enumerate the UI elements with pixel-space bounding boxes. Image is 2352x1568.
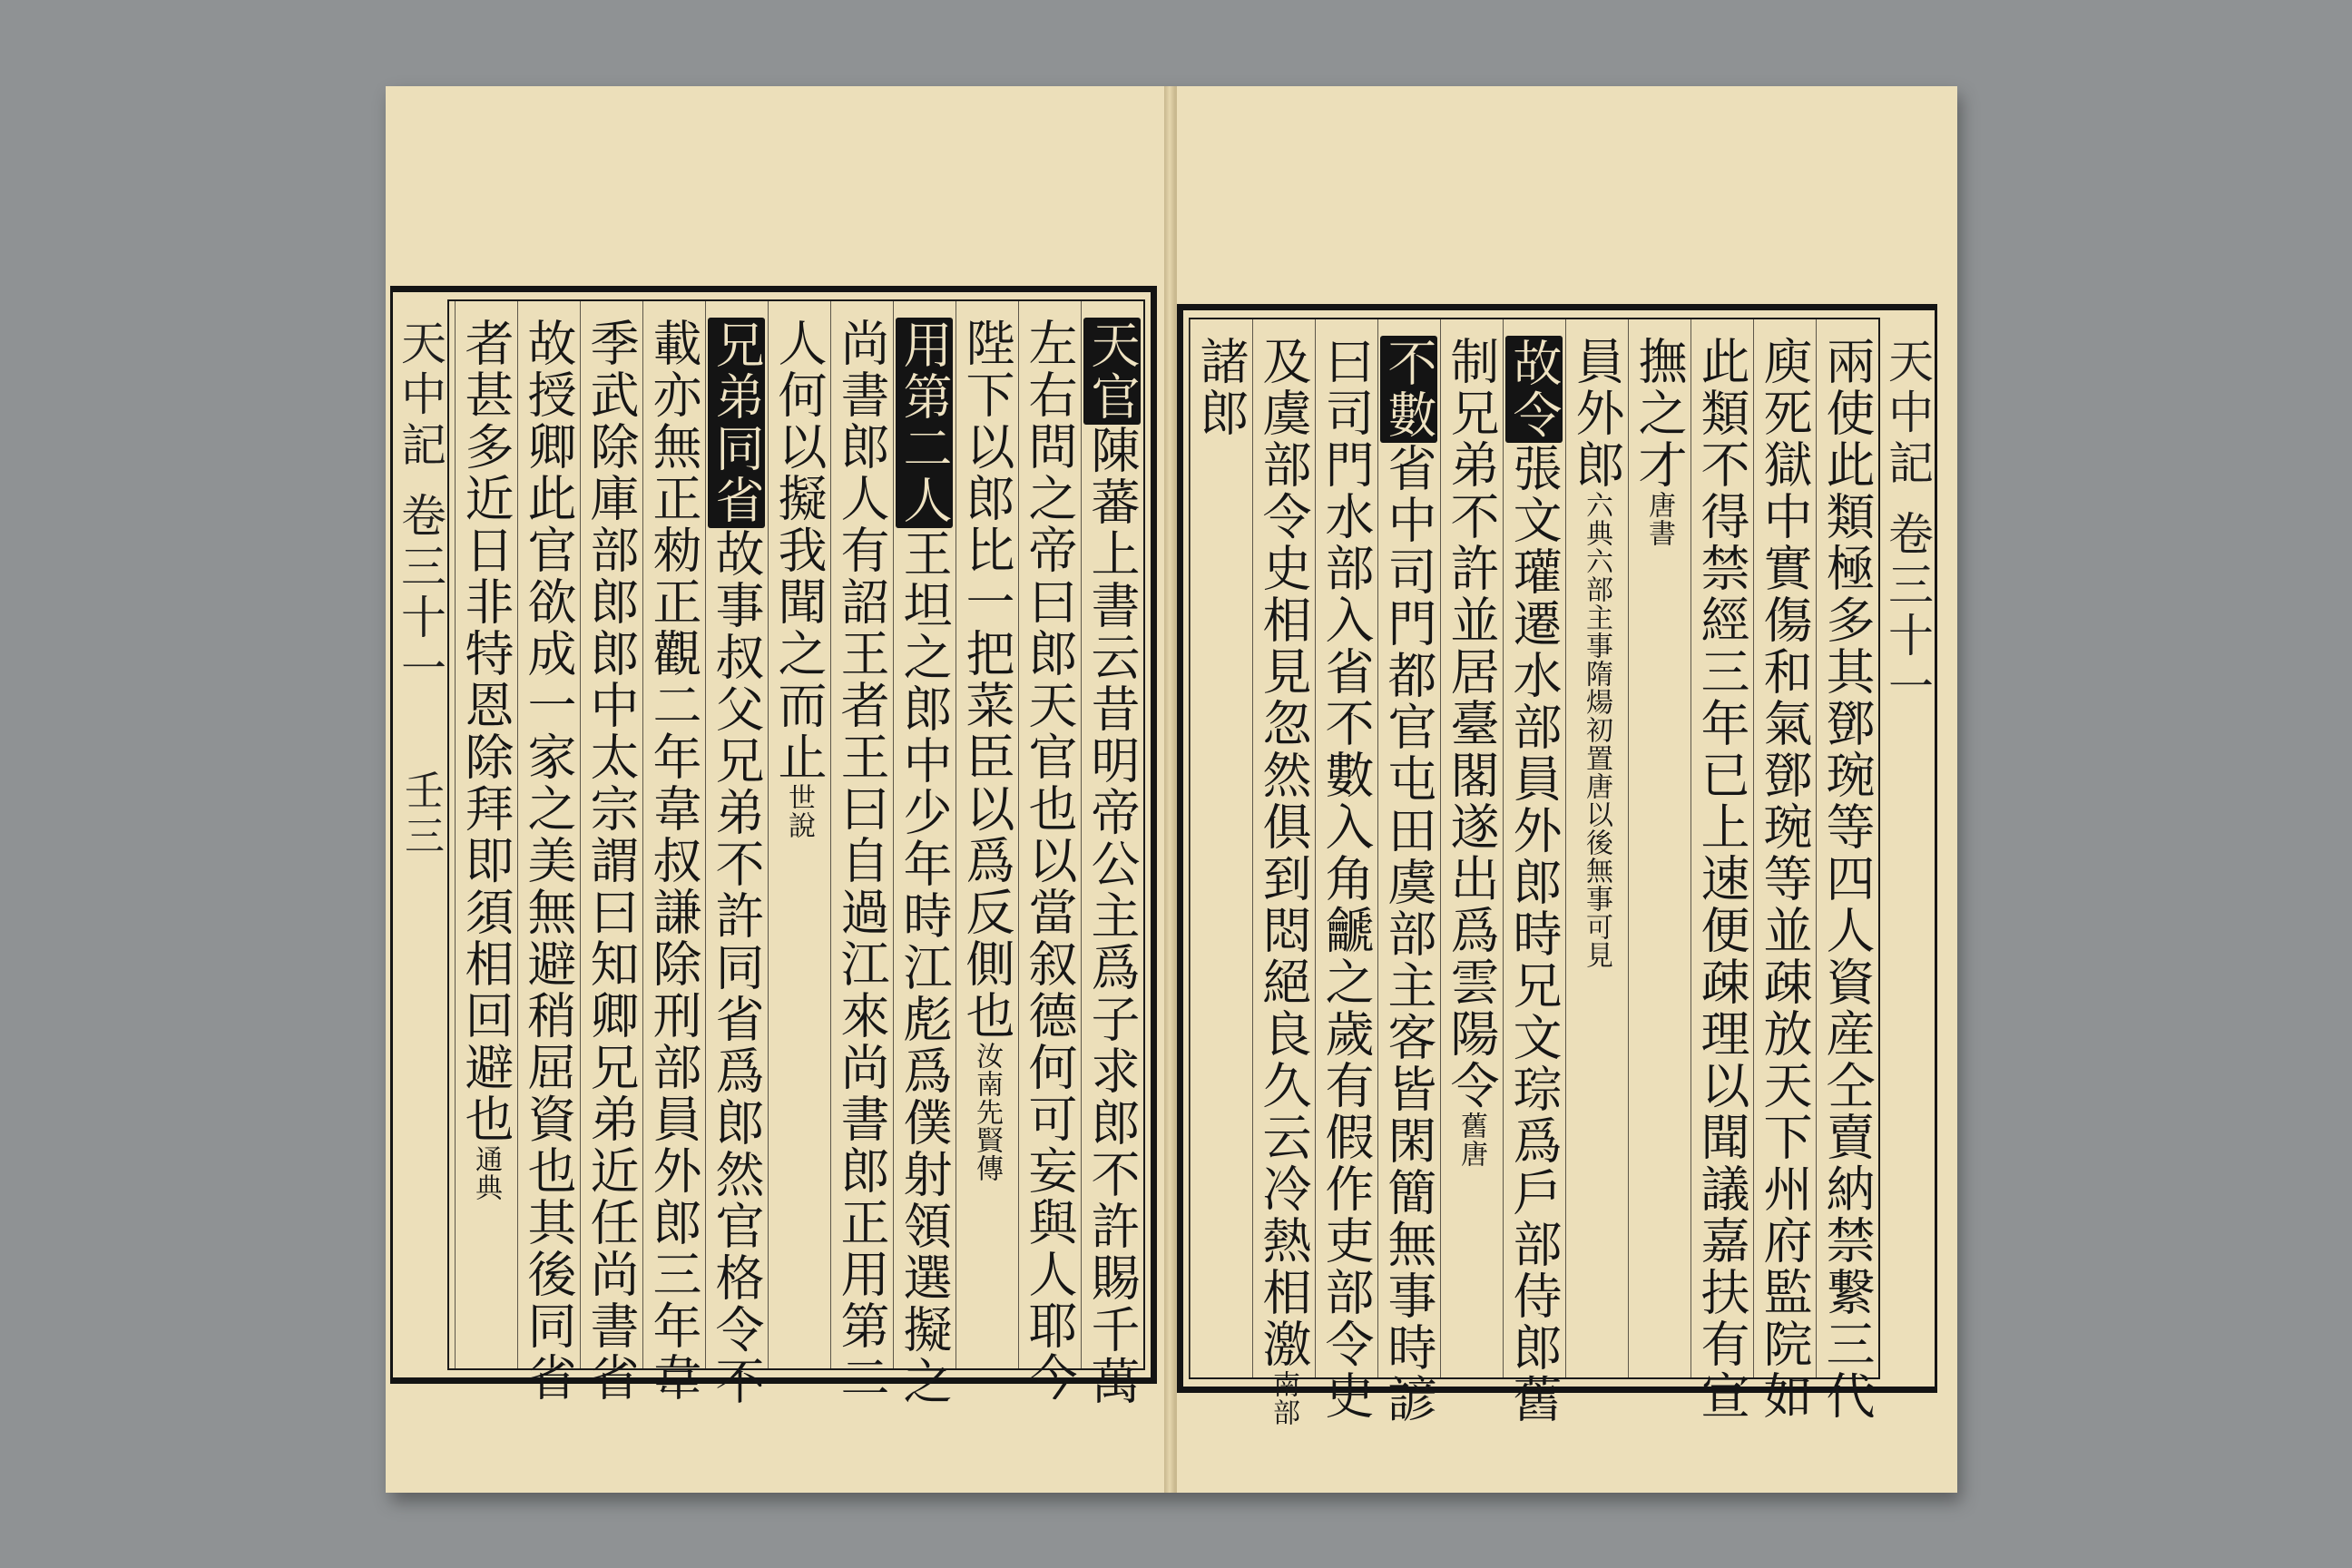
source-note: 南部 bbox=[1268, 1370, 1299, 1426]
left-text-block bbox=[447, 299, 1145, 1407]
column-text: 曰司門水部入省不數入角䶵之歲有假作吏部令史 bbox=[1318, 336, 1375, 1422]
column-text: 人何以擬我聞之而止 bbox=[770, 318, 828, 783]
column-text: 故授卿此官欲成一家之美無避稍屈資也其後同省 bbox=[520, 318, 577, 1404]
source-note: 汝南先賢傳 bbox=[971, 1042, 1003, 1182]
section-heading: 不數 bbox=[1380, 338, 1437, 441]
right-text-block bbox=[1189, 318, 1880, 1426]
left-page-column bbox=[1081, 301, 1143, 1407]
right-running-volume: 卷三十一 bbox=[1881, 509, 1934, 713]
column-text: 王坦之郎中少年時江彪爲僕射領選擬之 bbox=[896, 528, 953, 1407]
right-fore-edge bbox=[1880, 310, 1935, 1387]
column-text: 故事叔父兄弟不許同省爲郎然官格令不 bbox=[708, 528, 765, 1407]
column-text: 省中司門都官屯田虞部主客皆閑簡無事時諺 bbox=[1380, 443, 1437, 1426]
left-page-number: 壬三 bbox=[397, 769, 444, 860]
left-page-column bbox=[893, 301, 956, 1407]
column-text: 載亦無正勑正觀二年韋叔謙除刑部員外郎三年韋 bbox=[645, 318, 702, 1404]
column-text: 庾死獄中實傷和氣鄧琬等並疎放天下州府監院如 bbox=[1756, 336, 1813, 1422]
column-text: 左右問之帝曰郎天官也以當叙德何可妄與人耶今 bbox=[1021, 318, 1078, 1404]
right-page-column bbox=[1440, 319, 1503, 1377]
right-running-title: 天中記 bbox=[1881, 338, 1934, 490]
column-text: 員外郎 bbox=[1568, 336, 1625, 491]
right-page-column bbox=[1816, 319, 1878, 1422]
right-page-column bbox=[1252, 319, 1315, 1426]
source-note: 世說 bbox=[783, 783, 815, 839]
left-page-column bbox=[517, 301, 580, 1404]
column-text: 及虞部令史相見忽然俱到悶絕良久云冷熱相激 bbox=[1255, 336, 1312, 1370]
left-page-column bbox=[705, 301, 768, 1407]
source-note: 通典 bbox=[470, 1145, 502, 1201]
column-text: 諸郎 bbox=[1192, 336, 1250, 439]
column-text: 制兄弟不許並居臺閣遂出爲雲陽令 bbox=[1443, 336, 1500, 1112]
right-page-column bbox=[1753, 319, 1816, 1422]
right-page-column bbox=[1377, 319, 1440, 1426]
column-text: 季武除庫部郎郎中太宗謂曰知卿兄弟近任尚書省 bbox=[583, 318, 640, 1404]
right-page-column bbox=[1503, 319, 1565, 1426]
column-text: 此類不得禁經三年已上速便疎理以聞議嘉扶有宣 bbox=[1693, 336, 1750, 1422]
right-page-column bbox=[1565, 319, 1628, 1377]
column-text: 撫之才 bbox=[1631, 336, 1688, 491]
left-page-column bbox=[1018, 301, 1081, 1404]
column-text: 者甚多近日非特恩除拜即須相回避也 bbox=[457, 318, 514, 1145]
left-page-column bbox=[830, 301, 893, 1404]
right-columns bbox=[1191, 319, 1878, 1426]
left-page-frame bbox=[390, 286, 1157, 1407]
left-running-title: 天中記 bbox=[394, 319, 446, 472]
left-page-column bbox=[956, 301, 1018, 1368]
left-page bbox=[386, 86, 1166, 1493]
left-page-column bbox=[642, 301, 705, 1404]
column-text: 陳蕃上書云昔明帝公主爲子求郎不許賜千萬 bbox=[1083, 425, 1141, 1407]
column-text: 兩使此類極多其鄧琬等四人資産仝賣納禁繋三代 bbox=[1818, 336, 1876, 1422]
section-heading: 兄弟同省 bbox=[708, 319, 765, 526]
left-page-column bbox=[768, 301, 830, 1368]
book-gutter bbox=[1164, 86, 1175, 1493]
right-page-column bbox=[1690, 319, 1753, 1422]
right-page bbox=[1175, 86, 1957, 1493]
right-page-column bbox=[1315, 319, 1377, 1422]
right-page-frame bbox=[1177, 304, 1937, 1426]
source-note: 唐書 bbox=[1643, 491, 1675, 547]
left-running-volume: 卷三十一 bbox=[394, 491, 446, 695]
source-note: 舊唐 bbox=[1455, 1112, 1487, 1168]
left-page-column bbox=[455, 301, 517, 1368]
left-columns bbox=[449, 301, 1143, 1407]
source-note: 六典六部主事隋煬初置唐以後無事可見 bbox=[1581, 491, 1612, 969]
section-heading: 用第二人 bbox=[896, 319, 953, 526]
left-page-column bbox=[580, 301, 642, 1404]
column-text: 張文瓘遷水部員外郎時兄文琮爲戶部侍郎舊 bbox=[1505, 443, 1563, 1426]
section-heading: 故令 bbox=[1505, 338, 1563, 441]
right-page-column bbox=[1628, 319, 1690, 1377]
left-fore-edge bbox=[393, 292, 447, 1377]
open-book bbox=[386, 86, 1955, 1493]
column-text: 陛下以郎比一把菜臣以爲反側也 bbox=[958, 318, 1015, 1042]
section-heading: 天官 bbox=[1083, 319, 1141, 423]
column-text: 尚書郎人有詔王者王曰自過江來尚書郎正用第二 bbox=[833, 318, 890, 1404]
right-page-column bbox=[1190, 319, 1252, 1377]
